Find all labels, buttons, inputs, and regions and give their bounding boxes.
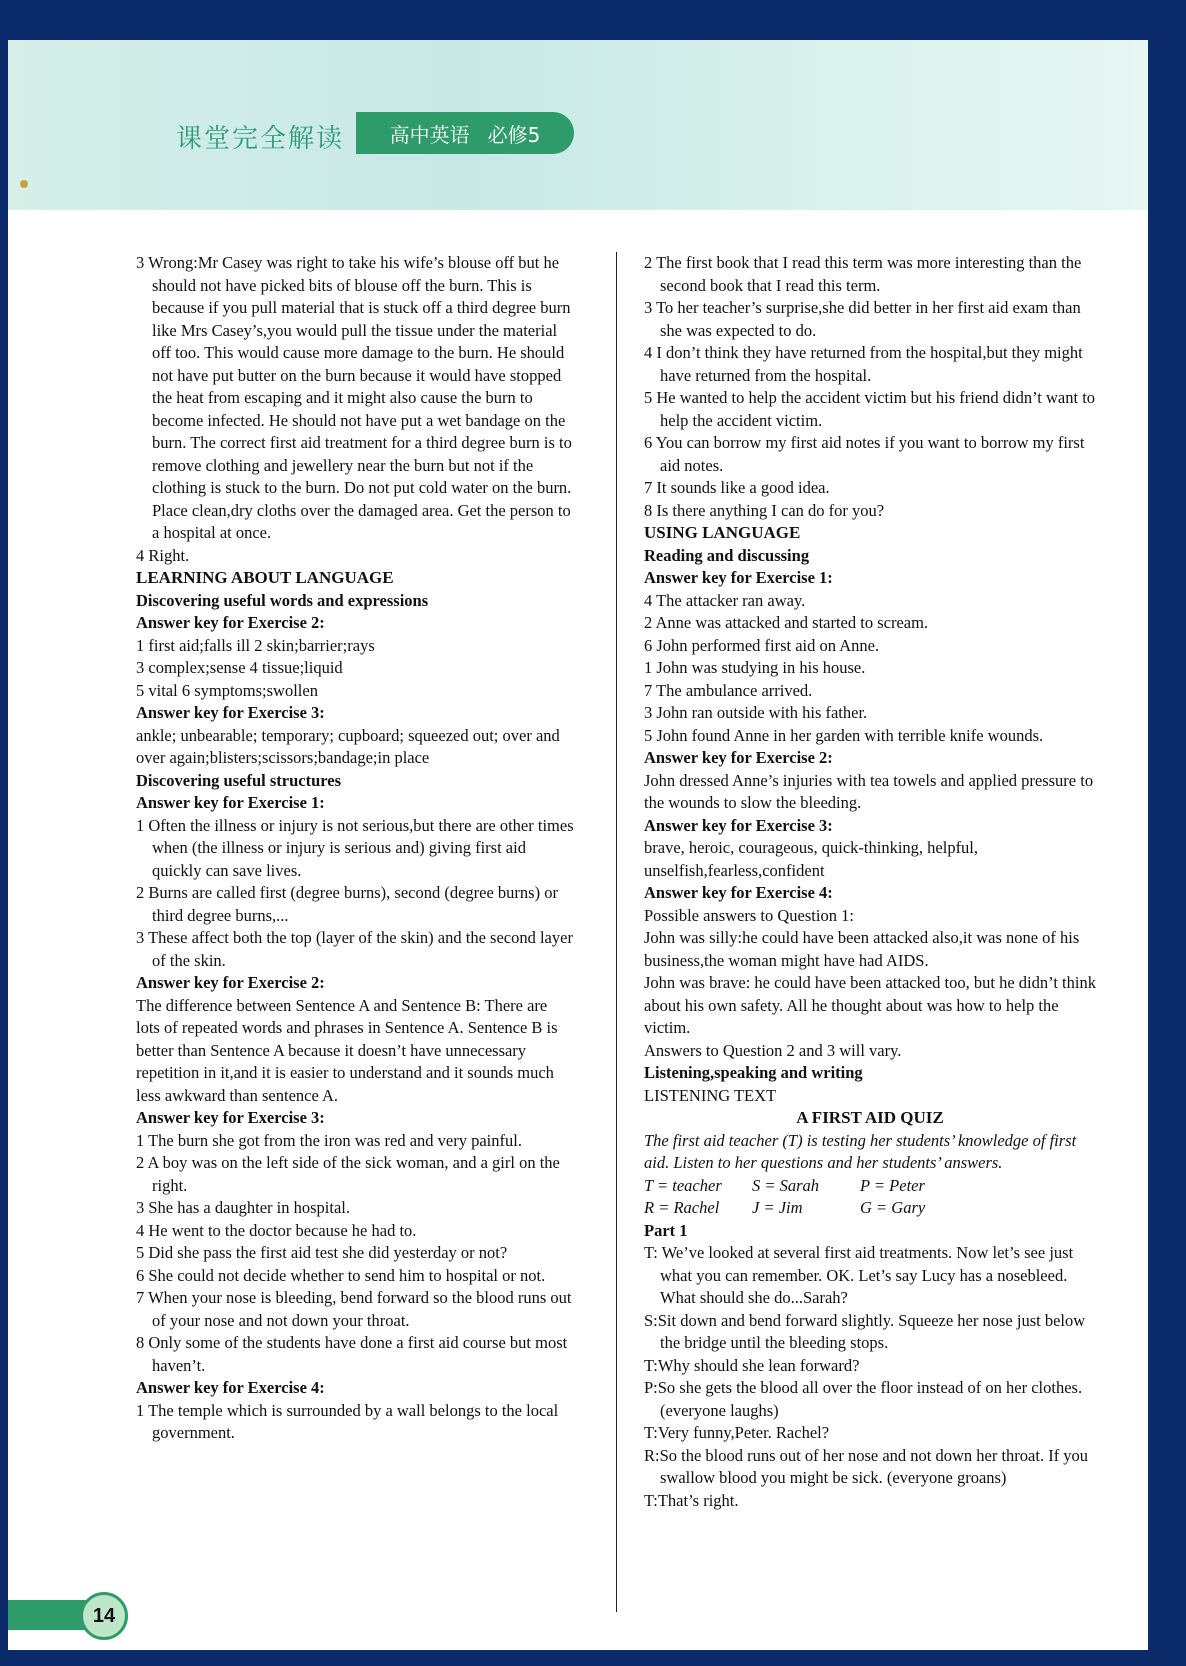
right-line: A FIRST AID QUIZ bbox=[796, 1108, 944, 1127]
left-line: 1 The burn she got from the iron was red and very painful. bbox=[136, 1130, 522, 1150]
right-line: Answers to Question 2 and 3 will vary. bbox=[644, 1040, 902, 1060]
left-line: 5 Did she pass the first aid test she did yesterday or not? bbox=[136, 1243, 508, 1262]
right-line: 5 John found Anne in her garden with terrible knife wounds. bbox=[644, 725, 1044, 745]
right-line: Listening,speaking and writing bbox=[644, 1063, 863, 1082]
right-line: 6 You can borrow my first aid notes if you want to borrow my first aid notes. bbox=[644, 433, 1085, 475]
subject-badge bbox=[356, 112, 574, 154]
right-line: 2 The first book that I read this term was more interesting than the second book that I read this term. bbox=[644, 253, 1082, 295]
speaker-key bbox=[644, 1175, 1096, 1220]
left-line: Answer key for Exercise 3: bbox=[136, 1108, 325, 1127]
page-header bbox=[8, 40, 1148, 210]
series-title: 课堂完全解读 bbox=[176, 124, 345, 154]
book-label: 必修5 bbox=[487, 122, 541, 147]
left-line: ankle; unbearable; temporary; cupboard; squeezed out; over and over again;blisters;scissors;bandage;in place bbox=[136, 725, 560, 767]
left-line: Answer key for Exercise 3: bbox=[136, 703, 325, 722]
right-line: John was brave: he could have been attacked too, but he didn’t think about his own safety. All he thought about was how to help the victim. bbox=[644, 973, 1096, 1037]
column-divider bbox=[616, 252, 617, 1612]
right-line: 4 The attacker ran away. bbox=[644, 590, 806, 610]
left-line: Answer key for Exercise 1: bbox=[136, 793, 325, 812]
right-column bbox=[644, 252, 1096, 1512]
speaker-name: R = Rachel bbox=[644, 1198, 720, 1217]
left-line: 8 Only some of the students have done a first aid course but most haven’t. bbox=[136, 1333, 568, 1375]
left-column bbox=[136, 252, 574, 1445]
left-line: The difference between Sentence A and Sentence B: There are lots of repeated words and phrases in Sentence A. Sentence B is better than Sentence A because it doesn’t have unnecessary repetition in it,and it is easier to understand and it sounds much less awkward than sentence A. bbox=[136, 995, 558, 1105]
right-line: 3 John ran outside with his father. bbox=[644, 703, 868, 722]
right-line: 8 Is there anything I can do for you? bbox=[644, 500, 885, 520]
right-line: Reading and discussing bbox=[644, 545, 810, 565]
left-line: 3 Wrong:Mr Casey was right to take his wife’s blouse off but he should not have picked bits of blouse off the burn. This is because if you pull material that is stuck off a third degree burn like Mrs Casey’s,you would pull the tissue under the material off too. This would cause more damage to the burn. He should not have put butter on the burn because it would have stopped the heat from escaping and it might also cause the burn to become infected. He should not have put a wet bandage on the burn. The correct first aid treatment for a third degree burn is to remove clothing and jewellery near the burn but not if the clothing is stuck to the burn. Do not put cold water on the burn. Place clean,dry cloths over the damaged area. Get the person to a hospital at once. bbox=[136, 253, 572, 542]
left-line: Discovering useful words and expressions bbox=[136, 590, 429, 610]
right2-line: P:So she gets the blood all over the floor instead of on her clothes. (everyone laughs) bbox=[644, 1378, 1083, 1420]
left-line: LEARNING ABOUT LANGUAGE bbox=[136, 568, 394, 587]
right-line: Answer key for Exercise 4: bbox=[644, 883, 833, 902]
left-line: 4 He went to the doctor because he had to. bbox=[136, 1220, 417, 1240]
page-number: 14 bbox=[80, 1592, 128, 1640]
speaker-row bbox=[644, 1197, 1096, 1220]
dot-icon bbox=[20, 180, 28, 188]
right-line: LISTENING TEXT bbox=[644, 1085, 777, 1105]
right-line: USING LANGUAGE bbox=[644, 523, 801, 542]
right2-line: R:So the blood runs out of her nose and not down her throat. If you swallow blood you might be sick. (everyone groans) bbox=[644, 1445, 1089, 1487]
left-line: 2 Burns are called first (degree burns), second (degree burns) or third degree burns,... bbox=[136, 883, 558, 925]
page-number-bar bbox=[8, 1600, 88, 1630]
left-line: Answer key for Exercise 2: bbox=[136, 973, 325, 992]
right-line: Answer key for Exercise 1: bbox=[644, 568, 833, 587]
right-line: Possible answers to Question 1: bbox=[644, 905, 854, 925]
left-line: 1 The temple which is surrounded by a wall belongs to the local government. bbox=[136, 1400, 559, 1442]
right-line: John was silly:he could have been attacked also,it was none of his business,the woman might have had AIDS. bbox=[644, 928, 1080, 970]
right-line: 6 John performed first aid on Anne. bbox=[644, 635, 880, 655]
speaker-name: P = Peter bbox=[860, 1175, 925, 1195]
right-line: 7 It sounds like a good idea. bbox=[644, 478, 830, 497]
left-line: 5 vital 6 symptoms;swollen bbox=[136, 680, 318, 700]
right-line: Answer key for Exercise 2: bbox=[644, 748, 833, 767]
right-line: 4 I don’t think they have returned from the hospital,but they might have returned from the hospital. bbox=[644, 343, 1083, 385]
left-line: 6 She could not decide whether to send him to hospital or not. bbox=[136, 1265, 546, 1285]
right-line: Answer key for Exercise 3: bbox=[644, 815, 833, 835]
left-line: 7 When your nose is bleeding, bend forward so the blood runs out of your nose and not down your throat. bbox=[136, 1288, 572, 1330]
right2-line: Part 1 bbox=[644, 1220, 688, 1240]
right-line: 3 To her teacher’s surprise,she did better in her first aid exam than she was expected to do. bbox=[644, 298, 1081, 340]
left-line: 3 complex;sense 4 tissue;liquid bbox=[136, 658, 343, 677]
right2-line: T:That’s right. bbox=[644, 1490, 739, 1510]
speaker-row bbox=[644, 1175, 1096, 1198]
left-line: 2 A boy was on the left side of the sick woman, and a girl on the right. bbox=[136, 1153, 560, 1195]
right-line: 2 Anne was attacked and started to scream. bbox=[644, 613, 929, 632]
speaker-name: S = Sarah bbox=[752, 1175, 820, 1195]
right2-line: T: We’ve looked at several first aid treatments. Now let’s see just what you can remember. OK. Let’s say Lucy has a nosebleed. What should she do...Sarah? bbox=[644, 1243, 1074, 1307]
left-line: 1 first aid;falls ill 2 skin;barrier;rays bbox=[136, 635, 375, 655]
right-line: 1 John was studying in his house. bbox=[644, 658, 866, 677]
right-line: John dressed Anne’s injuries with tea towels and applied pressure to the wounds to slow the bleeding. bbox=[644, 770, 1094, 812]
left-line: Answer key for Exercise 4: bbox=[136, 1378, 325, 1397]
right2-line: T:Very funny,Peter. Rachel? bbox=[644, 1423, 830, 1442]
right-line: 7 The ambulance arrived. bbox=[644, 680, 813, 700]
right-line: brave, heroic, courageous, quick-thinking, helpful, unselfish,fearless,confident bbox=[644, 838, 979, 880]
right2-line: S:Sit down and bend forward slightly. Squeeze her nose just below the bridge until the bleeding stops. bbox=[644, 1310, 1086, 1352]
right2-line: T:Why should she lean forward? bbox=[644, 1355, 860, 1375]
page bbox=[8, 40, 1148, 1650]
left-line: 4 Right. bbox=[136, 545, 190, 565]
speaker-name: J = Jim bbox=[752, 1198, 803, 1217]
right-line: The first aid teacher (T) is testing her students’ knowledge of first aid. Listen to her questions and her students’ answers. bbox=[644, 1130, 1077, 1172]
speaker-name: T = teacher bbox=[644, 1175, 722, 1195]
left-line: Answer key for Exercise 2: bbox=[136, 613, 325, 632]
left-line: Discovering useful structures bbox=[136, 770, 342, 790]
left-line: 3 These affect both the top (layer of the skin) and the second layer of the skin. bbox=[136, 928, 573, 970]
speaker-name: G = Gary bbox=[860, 1198, 926, 1217]
subject-label: 高中英语 bbox=[389, 122, 470, 147]
left-line: 1 Often the illness or injury is not serious,but there are other times when (the illness or injury is serious and) giving first aid quickly can save lives. bbox=[136, 815, 574, 880]
left-line: 3 She has a daughter in hospital. bbox=[136, 1198, 351, 1217]
right-line: 5 He wanted to help the accident victim but his friend didn’t want to help the accident victim. bbox=[644, 388, 1096, 430]
